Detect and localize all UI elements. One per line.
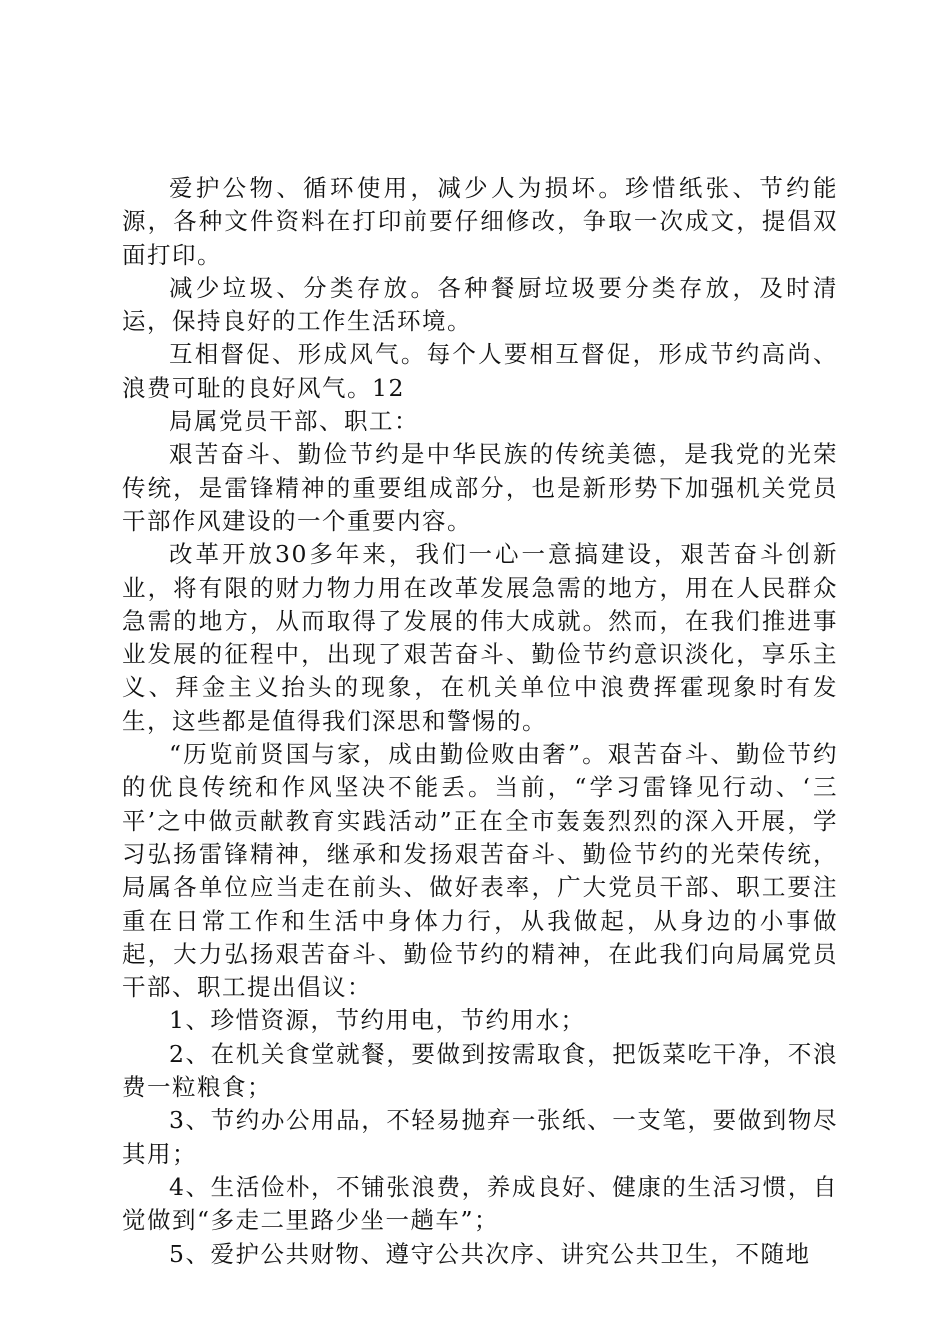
- paragraph-tradition: 艰苦奋斗、勤俭节约是中华民族的传统美德，是我党的光荣传统，是雷锋精神的重要组成部分，也是新形势下加强机关党员干部作风建设的一个重要内容。: [122, 440, 838, 535]
- list-item-5: 5、爱护公共财物、遵守公共次序、讲究公共卫生，不随地: [169, 1239, 811, 1268]
- paragraph-mutual-supervision: 互相督促、形成风气。每个人要相互督促，形成节约高尚、浪费可耻的良好风气。12: [122, 340, 838, 402]
- paragraph-reduce-garbage: 减少垃圾、分类存放。各种餐厨垃圾要分类存放，及时清运，保持良好的工作生活环境。: [122, 273, 838, 336]
- list-item-3: 3、节约办公用品，不轻易抛弃一张纸、一支笔，要做到物尽其用；: [122, 1106, 838, 1168]
- list-item-4: 4、生活俭朴，不铺张浪费，养成良好、健康的生活习惯，自觉做到“多走二里路少坐一趟车”；: [122, 1172, 838, 1235]
- document-body: [122, 172, 838, 1271]
- list-item-1: 1、珍惜资源，节约用电，节约用水；: [169, 1006, 586, 1035]
- paragraph-initiative: “历览前贤国与家，成由勤俭败由奢”。艰苦奋斗、勤俭节约的优良传统和作风坚决不能丢。当前，“学习雷锋见行动、‘三平’之中做贡献教育实践活动”正在全市轰轰烈烈的深入开展，学习弘扬雷锋精神，继承和发扬艰苦奋斗、勤俭节约的光荣传统，局属各单位应当走在前头、做好表率，广大党员干部、职工要注重在日常工作和生活中身体力行，从我做起，从身边的小事做起，大力弘扬艰苦奋斗、勤俭节约的精神，在此我们向局属党员干部、职工提出倡议：: [122, 740, 838, 1002]
- list-item-2: 2、在机关食堂就餐，要做到按需取食，把饭菜吃干净，不浪费一粒粮食；: [122, 1039, 838, 1102]
- paragraph-protect-property: 爱护公物、循环使用，减少人为损坏。珍惜纸张、节约能源，各种文件资料在打印前要仔细修改，争取一次成文，提倡双面打印。: [122, 174, 838, 269]
- paragraph-reform: 改革开放30多年来，我们一心一意搞建设，艰苦奋斗创新业，将有限的财力物力用在改革发展急需的地方，用在人民群众急需的地方，从而取得了发展的伟大成就。然而，在我们推进事业发展的征程中，出现了艰苦奋斗、勤俭节约意识淡化，享乐主义、拜金主义抬头的现象，在机关单位中浪费挥霍现象时有发生，这些都是值得我们深思和警惕的。: [122, 540, 838, 735]
- salutation: 局属党员干部、职工：: [169, 407, 419, 436]
